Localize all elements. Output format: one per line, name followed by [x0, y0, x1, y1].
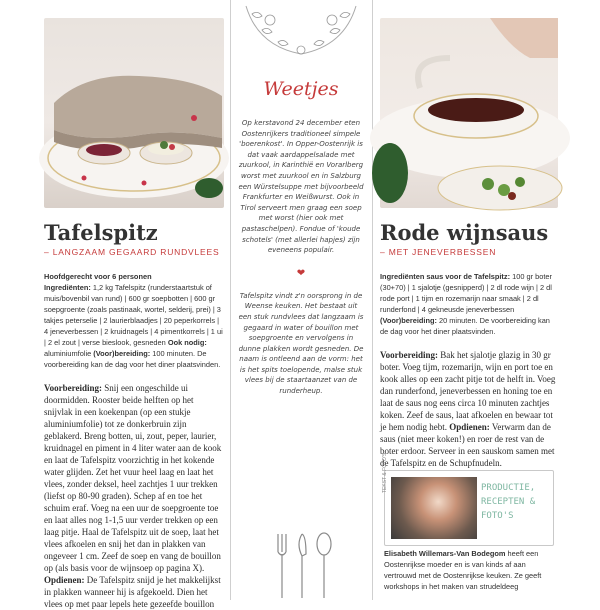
- ingredients-text: 1,2 kg Tafelspitz (runderstaartstuk of muis/bovenbil van rund) | 600 gr soepbotten | 600 gr soepgroente (zoals pastinaak, wortel, selderij, prei) | 3 takjes peterselie | 2 laurierblaadjes | 20 peperkorrels | 4 jeneverbessen | 2 kruidnagels | 4 pimentkorrels | 1 ui | 2 el zout | verse bieslook, gesneden: [44, 283, 223, 347]
- ingredients-label: Ingrediënten:: [44, 283, 91, 292]
- sauce-preparation-block: [380, 349, 558, 469]
- author-bio-text: [384, 548, 552, 592]
- sauce-prep-time-label: (Voor)bereiding:: [380, 316, 437, 325]
- serve-text: De Tafelspitz snijd je het makkelijkst in plakken wanneer hij is afgekoeld. Dien het vlees op met paar lepels hete gezeefde bouillon: [44, 575, 221, 609]
- sauce-prep-label: Voorbereiding:: [380, 350, 439, 360]
- tools-text: aluminiumfolie: [44, 349, 94, 358]
- column-divider-left: [230, 0, 231, 600]
- rode-wijnsaus-column: [380, 18, 558, 600]
- wreath-ornament-icon: [234, 0, 368, 64]
- prep-label: Voorbereiding:: [44, 383, 103, 393]
- sauce-prep-text: Bak het sjalotje glazig in 30 gr boter. Voeg tijm, rozemarijn, wijn en port toe en kook alles op een zacht pitje tot de helft in. Voeg dan runderfond, jeneverbessen en honing toe en laat de saus nog eens circa 10 minuten zachtjes koken. Zeef de saus, laat afkoelen en bewaar tot je hem nodig hebt.: [380, 350, 556, 432]
- sauce-ingredients-text: 100 gr boter (30+70) | 1 sjalotje (gesnipperd) | 2 dl rode wijn | 2 dl rode port | 1 tijm en rozemarijn naar smaak | 2 dl runderfond | 4 gekneusde jeneverbessen: [380, 272, 552, 314]
- author-name: Elisabeth Willemars-Van Bodegom: [384, 549, 506, 558]
- weetjes-paragraph-2: Tafelspitz vindt z'n oorsprong in de Weense keuken. Het bestaat uit een stuk rundvlees dat langzaam is gegaard in water of bouillon met soepgroente en vervolgens in dunne plakken wordt gesneden. De naam is ontleend aan de vorm: het is het spits toelopende, malse stuk vlees bij de staartaanzet van de runderheup.: [238, 291, 364, 396]
- recipe-title: Tafelspitz: [44, 220, 158, 245]
- sauce-serve-label: Opdienen:: [449, 422, 490, 432]
- author-description: heeft een Oostenrijkse moeder en is van kinds af aan vertrouwd met de Oostenrijkse keuken. Ze geeft workshops in het maken van strudeldeeg: [384, 549, 542, 591]
- wijnsaus-photo: [380, 18, 558, 208]
- author-bio-box: [382, 452, 554, 546]
- tafelspitz-column: [44, 18, 224, 609]
- author-bio-heading: PRODUCTIE, RECEPTEN & FOTO'S: [481, 483, 536, 521]
- prep-time-text: 100 minuten. De voorbereiding kan de dag voor het diner plaatsvinden.: [44, 349, 221, 369]
- preparation-block: [44, 382, 224, 610]
- sauce-ingredients-label: Ingrediënten saus voor de Tafelspitz:: [380, 272, 511, 281]
- ingredients-block: [44, 271, 224, 370]
- column-divider-right: [372, 0, 373, 600]
- sauce-title: Rode wijnsaus: [380, 220, 549, 245]
- recipe-subtitle: – LANGZAAM GEGAARD RUNDVLEES: [44, 247, 220, 257]
- weetjes-column: [234, 0, 368, 600]
- sauce-prep-time-text: 20 minuten. De voorbereiding kan de dag voor het diner plaatsvinden.: [380, 316, 550, 336]
- heart-icon: ❤: [296, 267, 306, 279]
- weetjes-paragraph-1: Op kerstavond 24 december eten Oostenrijkers traditioneel simpele 'boerenkost'. In Opper-Oostenrijk is dat vaak aardappelsalade met zuurkool, in Karinthië en Vorarlberg worst met zuurkool en in Salzburg een Würstelsuppe met bijvoorbeeld Frankfurter en Weißwurst. Ook in Tirol serveert men graag een soep met worst (hier ook met pastaschelpen). Fondue of 'koude schotels' (met allerlei hapjes) zijn eveneens populair.: [238, 119, 364, 255]
- weetjes-heading: Weetjes: [263, 78, 339, 100]
- author-photo: [391, 477, 477, 539]
- serve-label: Opdienen:: [44, 575, 85, 585]
- author-photo-label: TEKST & FOTO'S: [382, 452, 388, 493]
- sauce-boat-illustration: [380, 18, 558, 208]
- tafelspitz-photo: [44, 18, 224, 208]
- tafelspitz-illustration: [44, 18, 224, 208]
- prep-text: Snij een ongeschilde ui doormidden. Rooster beide helften op het snijvlak in een koekenpan (op een stukje aluminiumfolie) tot ze donkerbruin zijn geblakerd. Breng botten, ui, zout, peper, laurier, kruidnagel en piment in 4 liter water aan de kook en laat de Tafelspitz voorzichtig in het kokende water glijden. Zet het vuur heel laag en laat het vlees, zonder deksel, heel zachtjes 1 uur trekken (liefst op 80-90 graden). Schep af en toe het schuim eraf. Voeg na een uur de soepgroente toe en laat alles nog 1-1,5 uur verder trekken op een laag pitje. Haal de Tafelspitz uit de soep, laat het vlees afkoelen en snij het dan in plakken van ongeveer 1 cm. Zeef de soep en vang de bouillon op (als basis voor de wijnsoep op pagina X).: [44, 383, 222, 573]
- sauce-subtitle: – MET JENEVERBESSEN: [380, 247, 497, 257]
- cutlery-icon: [268, 530, 338, 600]
- sauce-serve-text: Verwarm dan de saus (niet meer koken!) en roer de rest van de boter erdoor. Serveer in een sauskom samen met de Tafelspitz en de Schupfnudeln.: [380, 422, 555, 468]
- serving-text: Hoofdgerecht voor 6 personen: [44, 272, 152, 281]
- sauce-ingredients-block: [380, 271, 558, 337]
- author-bio: [382, 452, 552, 592]
- prep-time-label: (Voor)bereiding:: [93, 349, 151, 358]
- tools-label: Ook nodig:: [167, 338, 207, 347]
